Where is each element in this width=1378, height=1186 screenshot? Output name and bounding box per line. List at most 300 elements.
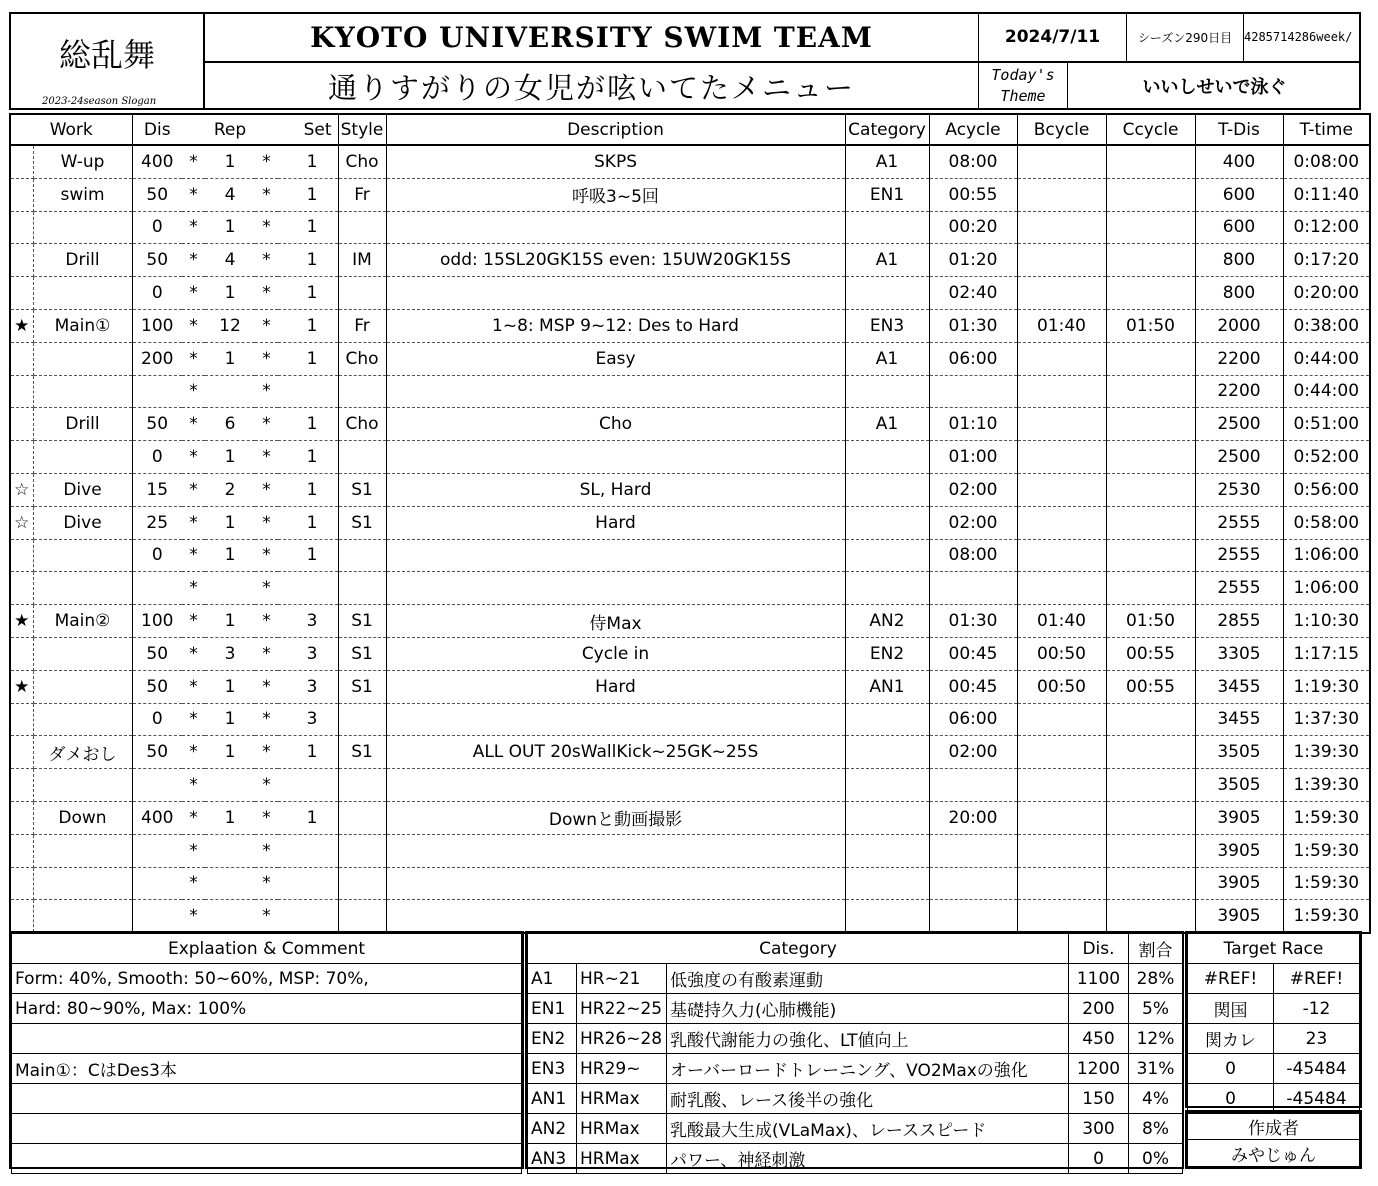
set-cell: 1 <box>278 211 338 244</box>
category-row <box>528 1144 1183 1174</box>
description-cell: Hard <box>386 506 845 539</box>
tdis-cell: 800 <box>1195 244 1283 277</box>
times-sign: * <box>255 605 278 638</box>
comment-panel <box>9 931 524 1169</box>
table-row <box>10 178 1370 211</box>
times-sign: * <box>182 145 205 178</box>
bcycle-cell <box>1017 342 1106 375</box>
row-mark <box>10 178 33 211</box>
category-desc: 乳酸代謝能力の強化、LT値向上 <box>667 1024 1069 1054</box>
table-row <box>10 211 1370 244</box>
header-work: Work <box>10 114 132 145</box>
work-cell <box>33 441 132 474</box>
times-sign: * <box>255 408 278 441</box>
header-spacer <box>255 114 278 145</box>
work-cell <box>33 572 132 605</box>
bcycle-cell: 00:50 <box>1017 670 1106 703</box>
description-cell: ALL OUT 20sWallKick~25GK~25S <box>386 736 845 769</box>
bcycle-cell <box>1017 539 1106 572</box>
acycle-cell: 06:00 <box>929 703 1017 736</box>
row-mark <box>10 834 33 867</box>
rep-cell <box>205 375 255 408</box>
ttime-cell: 0:17:20 <box>1283 244 1370 277</box>
times-sign: * <box>182 670 205 703</box>
comment-row <box>12 1024 522 1054</box>
times-sign: * <box>182 506 205 539</box>
ttime-cell: 0:20:00 <box>1283 277 1370 310</box>
work-cell <box>33 670 132 703</box>
bcycle-cell <box>1017 867 1106 900</box>
category-dis-label: Dis. <box>1069 934 1129 964</box>
acycle-cell: 00:20 <box>929 211 1017 244</box>
times-sign: * <box>182 244 205 277</box>
row-mark <box>10 637 33 670</box>
acycle-cell <box>929 572 1017 605</box>
author-name: みやじゅん <box>1188 1140 1360 1167</box>
ccycle-cell <box>1106 769 1195 802</box>
row-mark <box>10 769 33 802</box>
work-cell: Drill <box>33 244 132 277</box>
times-sign: * <box>255 244 278 277</box>
category-ratio: 28% <box>1129 964 1183 994</box>
tdis-cell: 3905 <box>1195 900 1283 933</box>
category-title: Category <box>528 934 1069 964</box>
category-cell <box>845 736 929 769</box>
work-cell <box>33 703 132 736</box>
style-cell <box>338 539 386 572</box>
work-cell: Drill <box>33 408 132 441</box>
times-sign: * <box>255 736 278 769</box>
category-cell <box>845 473 929 506</box>
race-name: #REF! <box>1188 964 1274 994</box>
category-ratio: 5% <box>1129 994 1183 1024</box>
bcycle-cell <box>1017 375 1106 408</box>
week-count: 4285714286week/ <box>1244 30 1353 44</box>
style-cell <box>338 834 386 867</box>
bcycle-cell <box>1017 178 1106 211</box>
ccycle-cell <box>1106 211 1195 244</box>
rep-cell <box>205 834 255 867</box>
times-sign: * <box>255 539 278 572</box>
category-cell <box>845 441 929 474</box>
table-row <box>10 637 1370 670</box>
dis-cell: 0 <box>132 441 182 474</box>
comment-row <box>12 994 522 1024</box>
ccycle-cell <box>1106 539 1195 572</box>
bcycle-cell <box>1017 506 1106 539</box>
set-cell: 1 <box>278 145 338 178</box>
style-cell <box>338 867 386 900</box>
ccycle-cell <box>1106 342 1195 375</box>
target-race-panel <box>1185 931 1362 1108</box>
bcycle-cell: 01:40 <box>1017 605 1106 638</box>
slogan: 総乱舞 <box>58 36 155 74</box>
row-mark <box>10 211 33 244</box>
tdis-cell: 2855 <box>1195 605 1283 638</box>
bcycle-cell: 00:50 <box>1017 637 1106 670</box>
acycle-cell: 02:00 <box>929 473 1017 506</box>
style-cell: S1 <box>338 670 386 703</box>
comment-line: Hard: 80~90%, Max: 100% <box>12 994 522 1024</box>
acycle-cell <box>929 375 1017 408</box>
description-cell: Easy <box>386 342 845 375</box>
category-ratio-label: 割合 <box>1129 934 1183 964</box>
target-race-row <box>1188 1024 1360 1054</box>
table-row <box>10 736 1370 769</box>
style-cell <box>338 801 386 834</box>
table-row <box>10 670 1370 703</box>
style-cell: Cho <box>338 145 386 178</box>
times-sign: * <box>182 834 205 867</box>
category-row <box>528 994 1183 1024</box>
category-desc: オーバーロードトレーニング、VO2Maxの強化 <box>667 1054 1069 1084</box>
category-ratio: 8% <box>1129 1114 1183 1144</box>
work-cell <box>33 900 132 933</box>
table-row <box>10 900 1370 933</box>
times-sign: * <box>182 605 205 638</box>
ccycle-cell <box>1106 572 1195 605</box>
row-mark: ★ <box>10 605 33 638</box>
dis-cell: 50 <box>132 736 182 769</box>
race-days: -45484 <box>1274 1054 1360 1084</box>
category-cell <box>845 211 929 244</box>
category-code: EN3 <box>528 1054 577 1084</box>
dis-cell <box>132 834 182 867</box>
comment-row <box>12 1144 522 1174</box>
times-sign: * <box>182 473 205 506</box>
ttime-cell: 1:17:15 <box>1283 637 1370 670</box>
category-cell <box>845 900 929 933</box>
work-cell <box>33 539 132 572</box>
header-spacer <box>182 114 205 145</box>
category-desc: パワー、神経刺激 <box>667 1144 1069 1174</box>
bcycle-cell <box>1017 572 1106 605</box>
times-sign: * <box>255 506 278 539</box>
category-code: AN1 <box>528 1084 577 1114</box>
ttime-cell: 0:08:00 <box>1283 145 1370 178</box>
tdis-cell: 2555 <box>1195 539 1283 572</box>
category-ratio: 0% <box>1129 1144 1183 1174</box>
header-bcycle: Bcycle <box>1017 114 1106 145</box>
header-ttime: T-time <box>1283 114 1370 145</box>
row-mark <box>10 736 33 769</box>
ttime-cell: 1:59:30 <box>1293 906 1360 927</box>
times-sign: * <box>255 211 278 244</box>
category-row <box>528 1054 1183 1084</box>
target-race-row <box>1188 1054 1360 1084</box>
acycle-cell: 01:30 <box>929 605 1017 638</box>
theme-label-line2: Theme <box>1000 87 1046 105</box>
times-sign: * <box>182 637 205 670</box>
rep-cell: 1 <box>205 801 255 834</box>
times-sign: * <box>255 801 278 834</box>
category-desc: 基礎持久力(心肺機能) <box>667 994 1069 1024</box>
style-cell: S1 <box>338 506 386 539</box>
tdis-cell: 3905 <box>1195 834 1283 867</box>
comment-line: Form: 40%, Smooth: 50~60%, MSP: 70%, <box>12 964 522 994</box>
times-sign: * <box>255 145 278 178</box>
tdis-cell: 2200 <box>1195 375 1283 408</box>
times-sign: * <box>182 867 205 900</box>
times-sign: * <box>255 834 278 867</box>
comment-line <box>12 1024 522 1054</box>
acycle-cell: 00:45 <box>929 670 1017 703</box>
dis-cell: 25 <box>132 506 182 539</box>
row-mark: ☆ <box>10 506 33 539</box>
ttime-cell: 1:59:30 <box>1283 801 1370 834</box>
description-cell: 呼吸3~5回 <box>386 178 845 211</box>
bcycle-cell <box>1017 834 1106 867</box>
dis-cell <box>132 900 182 933</box>
ccycle-cell: 01:50 <box>1106 309 1195 342</box>
times-sign: * <box>182 408 205 441</box>
rep-cell: 1 <box>205 211 255 244</box>
rep-cell <box>205 900 255 933</box>
category-dis: 0 <box>1069 1144 1129 1174</box>
description-cell: SL, Hard <box>386 473 845 506</box>
table-row <box>10 834 1370 867</box>
tdis-cell: 2555 <box>1195 572 1283 605</box>
comment-row <box>12 1114 522 1144</box>
times-sign: * <box>182 342 205 375</box>
comment-row <box>12 1084 522 1114</box>
category-cell <box>845 801 929 834</box>
category-ratio: 4% <box>1129 1084 1183 1114</box>
rep-cell: 4 <box>205 244 255 277</box>
work-cell <box>33 637 132 670</box>
rep-cell <box>205 572 255 605</box>
category-dis: 200 <box>1069 994 1129 1024</box>
times-sign: * <box>255 342 278 375</box>
category-cell <box>845 375 929 408</box>
work-cell: W-up <box>33 145 132 178</box>
category-dis: 300 <box>1069 1114 1129 1144</box>
category-cell <box>845 506 929 539</box>
category-hr: HR26~28 <box>577 1024 667 1054</box>
rep-cell: 1 <box>205 342 255 375</box>
rep-cell: 1 <box>205 506 255 539</box>
acycle-cell: 20:00 <box>929 801 1017 834</box>
table-row <box>10 867 1370 900</box>
bcycle-cell <box>1017 473 1106 506</box>
ccycle-cell <box>1106 244 1195 277</box>
category-cell: AN2 <box>845 605 929 638</box>
row-mark <box>10 539 33 572</box>
times-sign: * <box>262 906 271 927</box>
category-ratio: 31% <box>1129 1054 1183 1084</box>
times-sign: * <box>182 572 205 605</box>
tdis-cell: 600 <box>1195 211 1283 244</box>
tdis-cell: 3305 <box>1195 637 1283 670</box>
ccycle-cell <box>1106 867 1195 900</box>
dis-cell: 100 <box>132 309 182 342</box>
rep-cell: 1 <box>205 145 255 178</box>
ttime-cell: 1:39:30 <box>1283 736 1370 769</box>
ttime-cell: 1:37:30 <box>1283 703 1370 736</box>
ccycle-cell <box>1106 900 1195 933</box>
description-cell <box>386 277 845 310</box>
category-hr: HR22~25 <box>577 994 667 1024</box>
row-mark <box>10 801 33 834</box>
comment-line <box>12 1114 522 1144</box>
category-cell <box>845 539 929 572</box>
comment-title: Explaation & Comment <box>12 934 522 964</box>
style-cell <box>338 769 386 802</box>
menu-body <box>10 145 1370 933</box>
tdis-cell: 2555 <box>1195 506 1283 539</box>
dis-cell: 0 <box>132 703 182 736</box>
category-row <box>528 1114 1183 1144</box>
set-cell: 3 <box>278 637 338 670</box>
bcycle-cell <box>1017 703 1106 736</box>
dis-cell: 15 <box>132 473 182 506</box>
ccycle-cell: 00:55 <box>1106 637 1195 670</box>
category-row <box>528 964 1183 994</box>
rep-cell: 1 <box>205 441 255 474</box>
rep-cell: 1 <box>205 605 255 638</box>
comment-line: Main①：CはDes3本 <box>12 1054 522 1084</box>
author-label: 作成者 <box>1188 1113 1360 1140</box>
ccycle-cell <box>1106 473 1195 506</box>
category-cell <box>845 769 929 802</box>
ccycle-cell <box>1106 736 1195 769</box>
theme: いいしせいで泳ぐ <box>1142 77 1287 98</box>
category-cell <box>845 572 929 605</box>
times-sign: * <box>255 178 278 211</box>
times-sign: * <box>255 309 278 342</box>
race-name: 関国 <box>1188 994 1274 1024</box>
ttime-cell: 1:06:00 <box>1283 539 1370 572</box>
table-row <box>10 539 1370 572</box>
rep-cell <box>205 769 255 802</box>
set-cell <box>278 867 338 900</box>
description-cell: odd: 15SL20GK15S even: 15UW20GK15S <box>386 244 845 277</box>
bcycle-cell <box>1017 145 1106 178</box>
dis-cell: 0 <box>132 277 182 310</box>
dis-cell: 50 <box>132 637 182 670</box>
tdis-cell: 3905 <box>1195 867 1283 900</box>
category-cell: A1 <box>845 342 929 375</box>
row-mark: ★ <box>10 670 33 703</box>
rep-cell: 1 <box>205 277 255 310</box>
dis-cell: 50 <box>132 408 182 441</box>
rep-cell: 4 <box>205 178 255 211</box>
times-sign: * <box>182 309 205 342</box>
description-cell <box>386 375 845 408</box>
set-cell: 3 <box>278 670 338 703</box>
style-cell <box>338 211 386 244</box>
race-name: 0 <box>1188 1054 1274 1084</box>
header-dis: Dis <box>132 114 182 145</box>
work-cell: Main② <box>33 605 132 638</box>
category-desc: 低強度の有酸素運動 <box>667 964 1069 994</box>
bcycle-cell <box>1017 277 1106 310</box>
table-row <box>10 408 1370 441</box>
bcycle-cell: 01:40 <box>1017 309 1106 342</box>
category-cell: A1 <box>845 145 929 178</box>
tdis-cell: 3905 <box>1195 801 1283 834</box>
rep-cell <box>205 867 255 900</box>
times-sign: * <box>255 375 278 408</box>
table-row <box>10 441 1370 474</box>
ttime-cell: 1:06:00 <box>1283 572 1370 605</box>
table-header-row <box>10 114 1370 145</box>
description-cell <box>386 867 845 900</box>
category-dis: 150 <box>1069 1084 1129 1114</box>
table-row <box>10 801 1370 834</box>
style-cell: S1 <box>338 637 386 670</box>
set-cell: 1 <box>278 342 338 375</box>
comment-line <box>12 1084 522 1114</box>
category-cell: A1 <box>845 244 929 277</box>
acycle-cell: 01:30 <box>929 309 1017 342</box>
style-cell: S1 <box>338 736 386 769</box>
style-cell: S1 <box>338 473 386 506</box>
set-cell: 1 <box>278 277 338 310</box>
rep-cell: 1 <box>205 736 255 769</box>
target-race-row <box>1188 964 1360 994</box>
table-row <box>10 605 1370 638</box>
category-dis: 1200 <box>1069 1054 1129 1084</box>
times-sign: * <box>255 572 278 605</box>
dis-cell: 50 <box>132 244 182 277</box>
tdis-cell: 600 <box>1195 178 1283 211</box>
table-row <box>10 277 1370 310</box>
header-category: Category <box>845 114 929 145</box>
bcycle-cell <box>1017 408 1106 441</box>
rep-cell: 1 <box>205 539 255 572</box>
row-mark: ★ <box>10 309 33 342</box>
times-sign: * <box>182 375 205 408</box>
work-cell: Main① <box>33 309 132 342</box>
row-mark <box>10 375 33 408</box>
acycle-cell: 01:20 <box>929 244 1017 277</box>
table-row <box>10 342 1370 375</box>
ccycle-cell <box>1106 801 1195 834</box>
work-cell <box>33 277 132 310</box>
set-cell <box>278 769 338 802</box>
category-hr: HRMax <box>577 1084 667 1114</box>
style-cell <box>338 277 386 310</box>
category-dis: 1100 <box>1069 964 1129 994</box>
style-cell: Cho <box>338 342 386 375</box>
category-dis: 450 <box>1069 1024 1129 1054</box>
category-panel <box>525 931 1184 1169</box>
ttime-cell: 0:56:00 <box>1283 473 1370 506</box>
style-cell <box>338 572 386 605</box>
category-cell: EN1 <box>845 178 929 211</box>
style-cell <box>338 703 386 736</box>
acycle-cell: 00:55 <box>929 178 1017 211</box>
style-cell: S1 <box>338 605 386 638</box>
set-cell <box>278 375 338 408</box>
description-cell: SKPS <box>386 145 845 178</box>
rep-cell: 12 <box>205 309 255 342</box>
times-sign: * <box>255 441 278 474</box>
dis-cell <box>132 769 182 802</box>
ttime-cell: 0:58:00 <box>1283 506 1370 539</box>
set-cell: 1 <box>278 736 338 769</box>
bcycle-cell <box>1017 900 1106 933</box>
row-mark <box>10 244 33 277</box>
table-row <box>10 769 1370 802</box>
header-set: Set <box>278 114 338 145</box>
dis-cell: 0 <box>132 211 182 244</box>
menu-title: 通りすがりの女児が呟いてたメニュー <box>327 70 855 105</box>
dis-cell: 100 <box>132 605 182 638</box>
work-cell: ダメおし <box>33 736 132 769</box>
style-cell: Fr <box>338 309 386 342</box>
